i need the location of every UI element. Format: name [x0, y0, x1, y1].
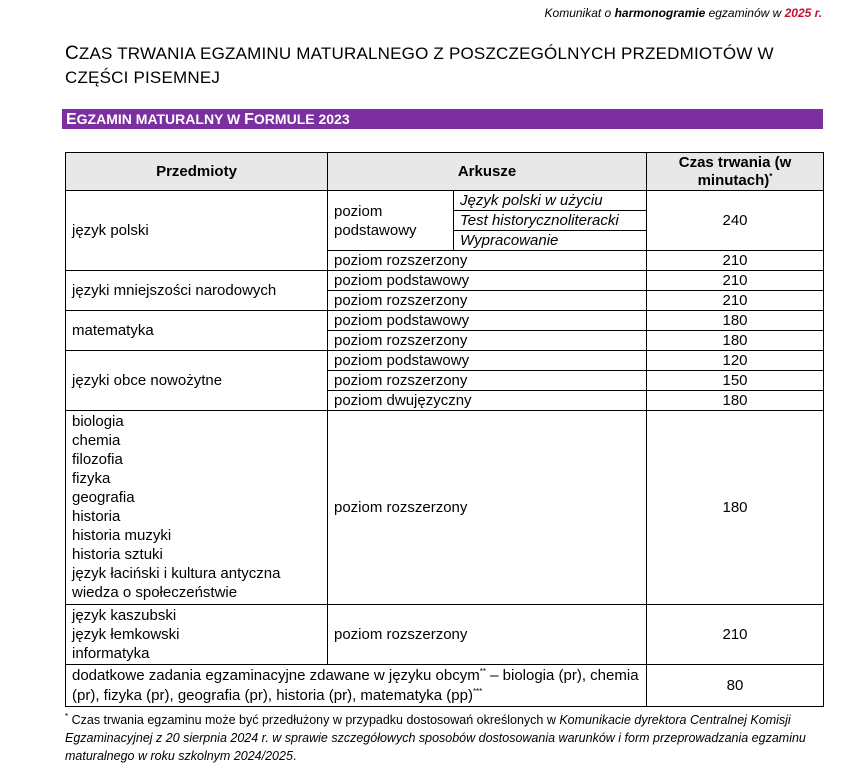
subject-item: filozofia: [72, 451, 123, 468]
time-polski-basic: 240: [647, 191, 824, 251]
level-matematyka-1: poziom rozszerzony: [328, 331, 647, 351]
subject-group1: [66, 411, 328, 605]
time-extra: 80: [647, 665, 824, 707]
extra-mark-a: **: [479, 666, 486, 676]
header-duration-mark: *: [769, 171, 773, 181]
footnote-mark: *: [65, 711, 69, 721]
time-matematyka-0: 180: [647, 311, 824, 331]
banner-formula-letter: F: [244, 111, 254, 128]
subject-item: fizyka: [72, 470, 111, 487]
subject-matematyka: matematyka: [66, 311, 328, 351]
level-matematyka-0: poziom podstawowy: [328, 311, 647, 331]
time-matematyka-1: 180: [647, 331, 824, 351]
extra-mark-b: ***: [472, 686, 483, 696]
subject-item: historia sztuki: [72, 546, 163, 563]
footnote-text-italic: Komunikacie dyrektora Centralnej Komisji Egzaminacyjnej z 20 sierpnia 2024 r. w sprawie szczegółowych sposobów dostosowania warunków i form przeprowadzania egzaminu maturalnego w roku szkolnym 2024/2025: [65, 713, 806, 763]
header-note-bold: harmonogramie: [614, 6, 706, 20]
time-mniejszosci-0: 210: [647, 271, 824, 291]
page-title: [65, 42, 835, 90]
exam-duration-table: [65, 152, 824, 707]
part-polski-1: Język polski w użyciu: [454, 191, 647, 211]
extra-text-b: – biologia (pr), chemia (pr), fizyka (pr), geografia (pr), historia (pr), matematyka (pp): [72, 666, 639, 704]
subject-item: wiedza o społeczeństwie: [72, 584, 238, 601]
table-row: [66, 411, 824, 605]
subject-item: historia muzyki: [72, 527, 172, 544]
extra-tasks: [66, 665, 647, 707]
subject-group2: [66, 605, 328, 665]
time-polski-ext: 210: [647, 251, 824, 271]
level-group1: poziom rozszerzony: [328, 411, 647, 605]
level-polski-basic: poziom podstawowy: [328, 191, 454, 251]
table-row: [66, 351, 824, 371]
header-duration: [647, 153, 824, 191]
level-obce-1: poziom rozszerzony: [328, 371, 647, 391]
time-obce-2: 180: [647, 391, 824, 411]
table-row: [66, 665, 824, 707]
subject-item: chemia: [72, 432, 121, 449]
time-group1: 180: [647, 411, 824, 605]
footnote-text-end: .: [292, 749, 297, 763]
banner-first-letter: E: [66, 111, 77, 128]
title-rest: ZAS TRWANIA EGZAMINU MATURALNEGO Z POSZCZEGÓLNYCH PRZEDMIOTÓW W CZĘŚCI PISEMNEJ: [65, 44, 774, 87]
header-note-mid: egzaminów w: [705, 6, 785, 20]
level-polski-ext: poziom rozszerzony: [328, 251, 647, 271]
section-banner: [62, 109, 823, 129]
level-mniejszosci-1: poziom rozszerzony: [328, 291, 647, 311]
time-obce-1: 150: [647, 371, 824, 391]
header-note: [545, 6, 822, 20]
header-note-year: 2025 r.: [784, 6, 822, 20]
subject-item: geografia: [72, 489, 135, 506]
subject-mniejszosci: języki mniejszości narodowych: [66, 271, 328, 311]
header-note-prefix: Komunikat o: [544, 6, 615, 20]
table-row: [66, 271, 824, 291]
table-row: [66, 311, 824, 331]
level-obce-2: poziom dwujęzyczny: [328, 391, 647, 411]
subject-polski: język polski: [66, 191, 328, 271]
footnote: [65, 711, 835, 765]
subject-item: język łaciński i kultura antyczna: [72, 565, 281, 582]
level-group2: poziom rozszerzony: [328, 605, 647, 665]
subject-item: język kaszubski: [72, 607, 177, 624]
table-header-row: [66, 153, 824, 191]
title-first-letter: C: [65, 43, 79, 64]
subject-item: informatyka: [72, 645, 150, 662]
time-group2: 210: [647, 605, 824, 665]
table-row: [66, 191, 824, 211]
level-obce-0: poziom podstawowy: [328, 351, 647, 371]
banner-formula-rest: ORMULE 2023: [253, 111, 350, 127]
header-duration-label: Czas trwania (w minutach): [678, 153, 792, 189]
header-subjects: Przedmioty: [66, 153, 328, 191]
subject-obce: języki obce nowożytne: [66, 351, 328, 411]
level-mniejszosci-0: poziom podstawowy: [328, 271, 647, 291]
time-obce-0: 120: [647, 351, 824, 371]
table-row: [66, 605, 824, 665]
part-polski-3: Wypracowanie: [454, 231, 647, 251]
footnote-text-plain: Czas trwania egzaminu może być przedłużony w przypadku dostosowań określonych w: [68, 713, 560, 727]
extra-text-a: dodatkowe zadania egzaminacyjne zdawane w języku obcym: [72, 666, 480, 684]
time-mniejszosci-1: 210: [647, 291, 824, 311]
subject-item: historia: [72, 508, 121, 525]
header-sheets: Arkusze: [328, 153, 647, 191]
part-polski-2: Test historycznoliteracki: [454, 211, 647, 231]
banner-rest: GZAMIN MATURALNY W: [76, 111, 245, 127]
subject-item: język łemkowski: [72, 626, 180, 643]
subject-item: biologia: [72, 413, 124, 430]
